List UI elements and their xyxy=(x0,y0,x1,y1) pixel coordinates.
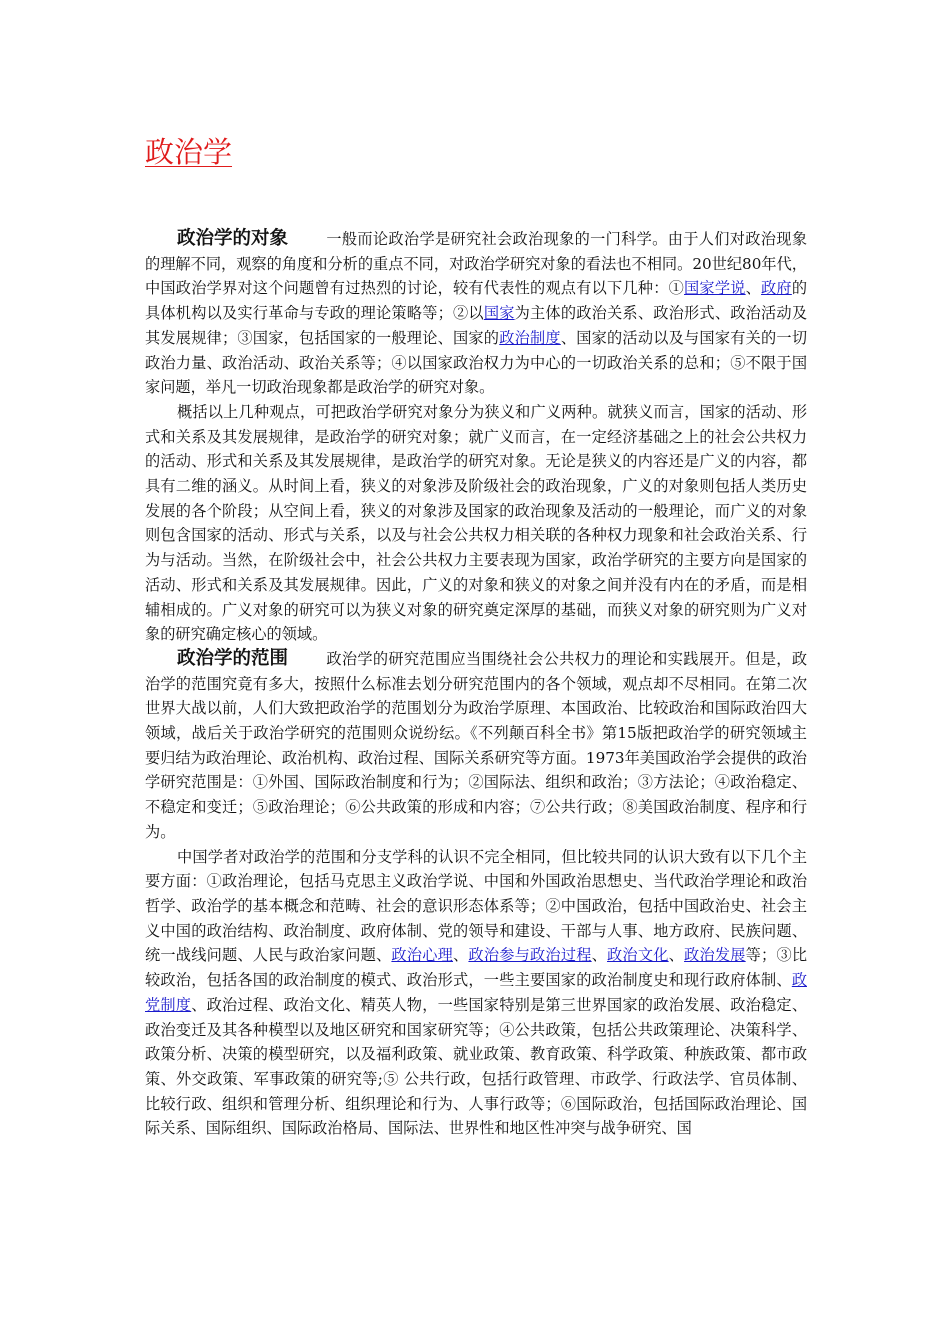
text-run: 政治学的研究范围应当围绕社会公共权力的理论和实践展开。但是，政治学的范围究竟有多大，按照什么标准去划分研究范围内的各个领域，观点却不尽相同。在第二次世界大战以前，人们大致把政治学的范围划分为政治学原理、本国政治、比较政治和国际政治四大领域，战后关于政治学研究的范围则众说纷纭。《不列颠百科全书》第15版把政治学的研究领域主要归结为政治理论、政治机构、政治过程、国际关系研究等方面。1973年美国政治学会提供的政治学研究范围是：①外国、国际政治制度和行为；②国际法、组织和政治；③方法论；④政治稳定、不稳定和变迁；⑤政治理论；⑥公共政策的形成和内容；⑦公共行政；⑧美国政治制度、程序和行为。 xyxy=(145,649,807,841)
link-zhengzhixinli[interactable]: 政治心理 xyxy=(391,946,454,965)
link-zhengdangzhidu[interactable]: 政党制度 xyxy=(145,971,807,1014)
text-run: 为主体的政治关系、政治形式、政治活动及其发展规律；③国家，包括国家的一般理论、国家的 xyxy=(145,304,808,347)
link-zhengzhicanyu[interactable]: 政治参与政治过程 xyxy=(468,946,592,965)
link-zhengzhifazhan[interactable]: 政治发展 xyxy=(684,946,746,965)
text-run: 、国家的活动以及与国家有关的一切政治力量、政治活动、政治关系等；④以国家政治权力为中心的一切政治关系的总和；⑤不限于国家问题，举凡一切政治现象都是政治学的研究对象。 xyxy=(145,328,808,397)
text-run: 一般而论政治学是研究社会政治现象的一门科学。由于人们对政治现象的理解不同，观察的角度和分析的重点不同，对政治学研究对象的看法也不相同。20世纪80年代，中国政治学界对这个问题曾有过热烈的讨论，较有代表性的观点有以下几种：① xyxy=(145,230,807,298)
link-guojia[interactable]: 国家 xyxy=(483,304,515,323)
text-run: 的具体机构以及实行革命与专政的理论策略等；②以 xyxy=(145,279,808,323)
document-body xyxy=(145,227,807,1141)
text-run: 中国学者对政治学的范围和分支学科的认识不完全相同，但比较共同的认识大致有以下几个主要方面：①政治理论，包括马克思主义政治学说、中国和外国政治思想史、当代政治学理论和政治哲学、政治学的基本概念和范畴、社会的意识形态体系等；②中国政治，包括中国政治史、社会主义中国的政治结构、政治制度、政府体制、党的领导和建设、干部与人事、地方政府、民族问题、统一战线问题、人民与政治家问题、 xyxy=(145,847,807,965)
text-run: 、 xyxy=(668,946,685,965)
link-zhengzhizhidu[interactable]: 政治制度 xyxy=(499,328,561,347)
section-object-paragraph-1 xyxy=(145,227,807,400)
section-object-paragraph-2: 概括以上几种观点，可把政治学研究对象分为狭义和广义两种。就狭义而言，国家的活动、形式和关系及其发展规律，是政治学的研究对象；就广义而言，在一定经济基础之上的社会公共权力的活动、形式和关系及其发展规律，是政治学的研究对象。无论是狭义的内容还是广义的内容，都具有二维的涵义。从时间上看，狭义的对象涉及阶级社会的政治现象，广义的对象则包括人类历史发展的各个阶段；从空间上看，狭义的对象涉及国家的政治现象及活动的一般理论，而广义的对象则包含国家的活动、形式与关系，以及与社会公共权力相关联的各种权力现象和社会政治关系、行为与活动。当然，在阶级社会中，社会公共权力主要表现为国家，政治学研究的主要方向是国家的活动、形式和关系及其发展规律。因此，广义的对象和狭义的对象之间并没有内在的矛盾，而是相辅相成的。广义对象的研究可以为狭义对象的研究奠定深厚的基础，而狭义对象的研究则为广义对象的研究确定核心的领域。 xyxy=(145,402,807,644)
link-zhengzhiwenhua[interactable]: 政治文化 xyxy=(607,946,669,965)
text-run: 、 xyxy=(591,946,608,965)
document-title[interactable]: 政治学 xyxy=(145,135,233,169)
text-run: 、政治过程、政治文化、精英人物，一些国家特别是第三世界国家的政治发展、政治稳定、政治变迁及其各种模型以及地区研究和国家研究等；④公共政策，包括公共政策理论、决策科学、政策分析、决策的模型研究，以及福利政策、就业政策、教育政策、科学政策、种族政策、都市政策、外交政策、军事政策的研究等;⑤ 公共行政，包括行政管理、市政学、行政法学、官员体制、比较行政、组织和管理分析、组织理论和行为、人事行政等；⑥国际政治，包括国际政治理论、国际关系、国际组织、国际政治格局、国际法、世界性和地区性冲突与战争研究、国 xyxy=(145,995,808,1138)
section-heading-object: 政治学的对象 xyxy=(177,228,289,249)
section-heading-scope: 政治学的范围 xyxy=(177,647,289,669)
section-scope-paragraph-1 xyxy=(145,647,807,845)
section-scope-paragraph-2 xyxy=(145,845,807,1141)
link-zhengfu[interactable]: 政府 xyxy=(761,279,792,298)
text-run: 、 xyxy=(745,279,762,298)
text-run: 等；③比较政治，包括各国的政治制度的模式、政治形式，一些主要国家的政治制度史和现行政府体制、 xyxy=(145,946,808,990)
text-run: 、 xyxy=(453,946,469,965)
link-guojiaxueshuo[interactable]: 国家学说 xyxy=(684,279,746,298)
